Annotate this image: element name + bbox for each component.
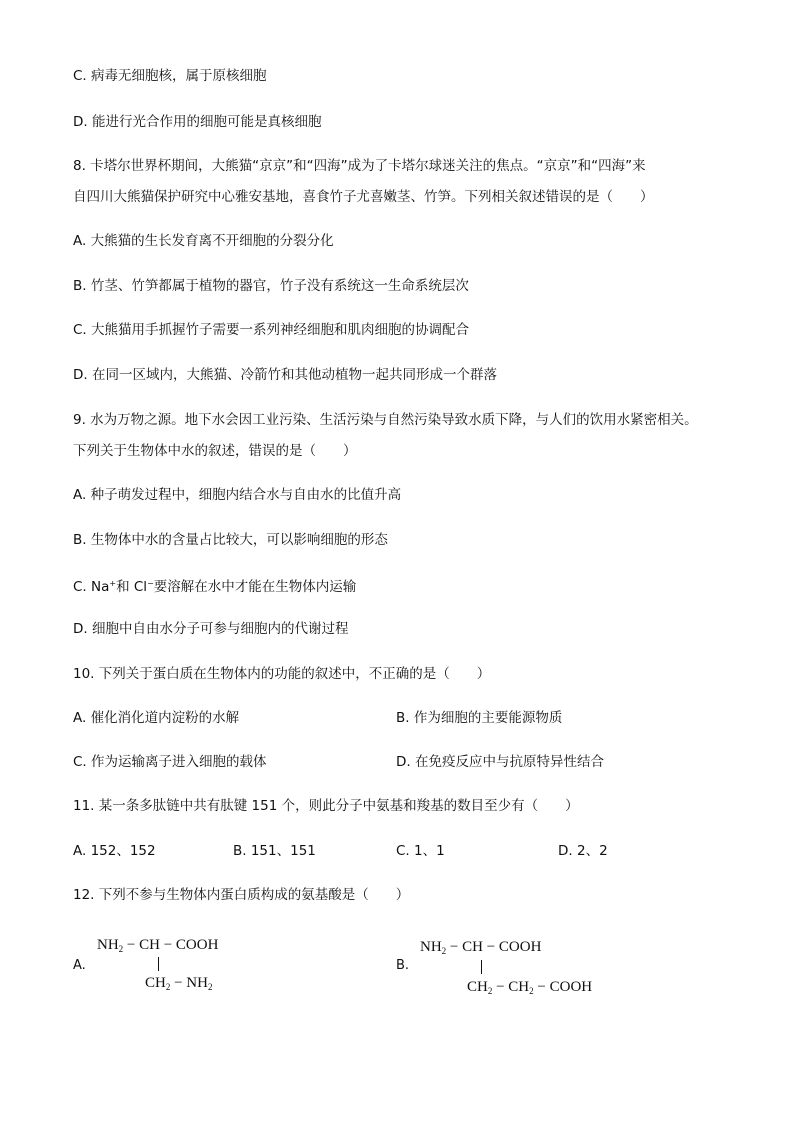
q9-option-b: B. 生物体中水的含量占比较大，可以影响细胞的形态 (73, 532, 388, 548)
q10-option-c: C. 作为运输离子进入细胞的载体 (73, 754, 267, 770)
q12-option-b-bond (481, 960, 482, 974)
q12-stem: 12. 下列不参与生物体内蛋白质构成的氨基酸是（ ） (73, 887, 410, 903)
q7-option-d: D. 能进行光合作用的细胞可能是真核细胞 (73, 114, 322, 130)
q11-option-a: A. 152、152 (73, 843, 156, 859)
q11-option-c: C. 1、1 (396, 843, 445, 859)
q9-option-d: D. 细胞中自由水分子可参与细胞内的代谢过程 (73, 621, 349, 637)
q7-option-c: C. 病毒无细胞核，属于原核细胞 (73, 68, 267, 84)
q11-stem: 11. 某一条多肽链中共有肽键 151 个，则此分子中氨基和羧基的数目至少有（ ） (73, 798, 579, 814)
q11-option-d: D. 2、2 (558, 843, 608, 859)
q8-stem-line2: 自四川大熊猫保护研究中心雅安基地，喜食竹子尤喜嫩茎、竹笋。下列相关叙述错误的是（ ） (73, 189, 654, 205)
q12-option-a-bond (158, 957, 159, 971)
q12-option-a-label: A. (73, 958, 86, 973)
q12-option-b-formula-bottom: $CH_2 - CH_2$ − COOH (467, 979, 593, 996)
q10-option-d: D. 在免疫反应中与抗原特异性结合 (396, 754, 604, 770)
q12-option-a-formula-bottom: $CH_2 - NH_2$ (145, 975, 213, 992)
q9-stem-line1: 9. 水为万物之源。地下水会因工业污染、生活污染与自然污染导致水质下降，与人们的饮用水紧密相关。 (73, 412, 698, 428)
q9-stem-line2: 下列关于生物体中水的叙述，错误的是（ ） (73, 443, 357, 459)
q10-option-a: A. 催化消化道内淀粉的水解 (73, 710, 240, 726)
q9-option-a: A. 种子萌发过程中，细胞内结合水与自由水的比值升高 (73, 487, 402, 503)
q10-option-b: B. 作为细胞的主要能源物质 (396, 710, 563, 726)
q8-option-c: C. 大熊猫用手抓握竹子需要一系列神经细胞和肌肉细胞的协调配合 (73, 322, 470, 338)
q9-option-c: C. Na+和 Cl−要溶解在水中才能在生物体内运输 (73, 579, 357, 595)
q8-option-d: D. 在同一区域内，大熊猫、冷箭竹和其他动植物一起共同形成一个群落 (73, 367, 497, 383)
q8-option-a: A. 大熊猫的生长发育离不开细胞的分裂分化 (73, 233, 334, 249)
q8-option-b: B. 竹茎、竹笋都属于植物的器官，竹子没有系统这一生命系统层次 (73, 278, 469, 294)
q11-option-b: B. 151、151 (233, 843, 316, 859)
q12-option-b-formula-top: $NH_2$ − CH − COOH (420, 939, 542, 956)
q8-stem-line1: 8. 卡塔尔世界杯期间，大熊猫“京京”和“四海”成为了卡塔尔球迷关注的焦点。“京京”和“四海”来 (73, 158, 646, 174)
q12-option-b-label: B. (396, 958, 410, 973)
q12-option-a-formula-top: $NH_2$ − CH − COOH (97, 937, 219, 954)
q10-stem: 10. 下列关于蛋白质在生物体内的功能的叙述中，不正确的是（ ） (73, 666, 491, 682)
